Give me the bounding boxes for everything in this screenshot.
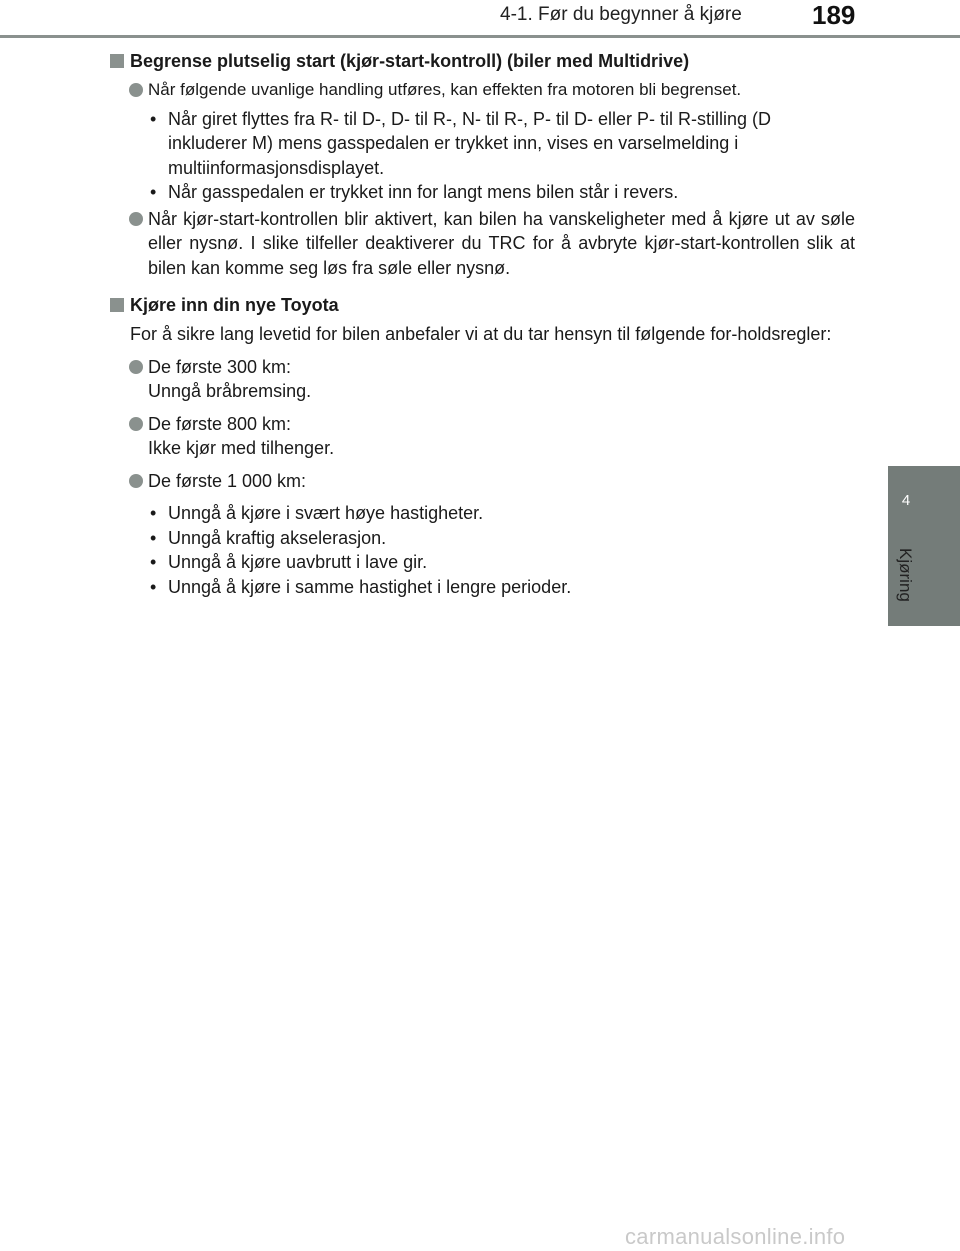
dot-bullet-icon: • xyxy=(150,527,157,548)
item-text: Når giret flyttes fra R- til D-, D- til R-, N- til R-, P- til D- eller P- til R-stilling (D inkluderer M) mens gasspedalen er trykket inn, vises en varselmelding i multiinformasjonsdisplayet. xyxy=(168,108,772,178)
circle-bullet-icon xyxy=(129,474,143,488)
list-item xyxy=(110,526,855,551)
list-item xyxy=(110,575,855,600)
watermark: carmanualsonline.info xyxy=(625,1224,846,1249)
header-divider xyxy=(0,35,960,38)
list-item xyxy=(110,469,855,494)
item-text: Når kjør-start-kontrollen blir aktivert, kan bilen ha vanskeligheter med å kjøre ut av søle eller nysnø. I slike tilfeller deaktiverer du TRC for å avbryte kjør-start-kontrollen slik at bilen kan komme seg løs fra søle eller nysnø. xyxy=(148,208,855,278)
circle-bullet-icon xyxy=(129,212,143,226)
list-item xyxy=(110,550,855,575)
list-item xyxy=(110,412,855,461)
list-item xyxy=(110,207,855,281)
section-heading-launch-control xyxy=(110,50,855,72)
section-heading-break-in xyxy=(110,294,855,316)
bullet-list xyxy=(110,107,855,205)
list-item xyxy=(110,355,855,404)
dot-bullet-icon: • xyxy=(150,108,157,129)
list-item xyxy=(110,501,855,526)
dot-bullet-icon: • xyxy=(150,503,157,523)
dot-bullet-icon: • xyxy=(150,576,157,597)
page-content xyxy=(110,50,855,599)
circle-bullet-icon xyxy=(129,417,143,431)
heading-text: Kjøre inn din nye Toyota xyxy=(130,295,339,315)
item-title: De første 800 km: xyxy=(148,413,292,434)
dot-bullet-icon: • xyxy=(150,182,157,202)
chapter-number: 4 xyxy=(901,492,911,509)
chapter-tab xyxy=(888,466,960,626)
item-text: Unngå kraftig akselerasjon. xyxy=(168,527,387,548)
item-text: Unngå å kjøre i svært høye hastigheter. xyxy=(168,503,484,523)
item-text: Når gasspedalen er trykket inn for langt mens bilen står i revers. xyxy=(168,182,679,202)
square-bullet-icon xyxy=(110,54,124,68)
circle-bullet-icon xyxy=(129,83,143,97)
heading-text: Begrense plutselig start (kjør-start-kontroll) (biler med Multidrive) xyxy=(130,51,690,71)
circle-bullet-icon xyxy=(129,360,143,374)
list-item xyxy=(110,107,855,181)
list-item xyxy=(110,180,855,205)
page-number: 189 xyxy=(812,0,856,30)
square-bullet-icon xyxy=(110,298,124,312)
item-title: De første 1 000 km: xyxy=(148,470,307,491)
list-item xyxy=(110,78,855,103)
item-detail: Ikke kjør med tilhenger. xyxy=(148,438,335,458)
item-title: De første 300 km: xyxy=(148,356,292,377)
bullet-list xyxy=(110,501,855,599)
item-detail: Unngå bråbremsing. xyxy=(148,381,312,401)
section-title: 4-1. Før du begynner å kjøre xyxy=(500,4,742,25)
item-text: Når følgende uvanlige handling utføres, kan effekten fra motoren bli begrenset. xyxy=(148,80,742,99)
item-text: Unngå å kjøre i samme hastighet i lengre perioder. xyxy=(168,576,572,597)
intro-paragraph: For å sikre lang levetid for bilen anbefaler vi at du tar hensyn til følgende for-holdsregler: xyxy=(130,324,832,344)
dot-bullet-icon: • xyxy=(150,552,157,572)
item-text: Unngå å kjøre uavbrutt i lave gir. xyxy=(168,552,428,572)
chapter-label: Kjøring xyxy=(896,548,915,602)
